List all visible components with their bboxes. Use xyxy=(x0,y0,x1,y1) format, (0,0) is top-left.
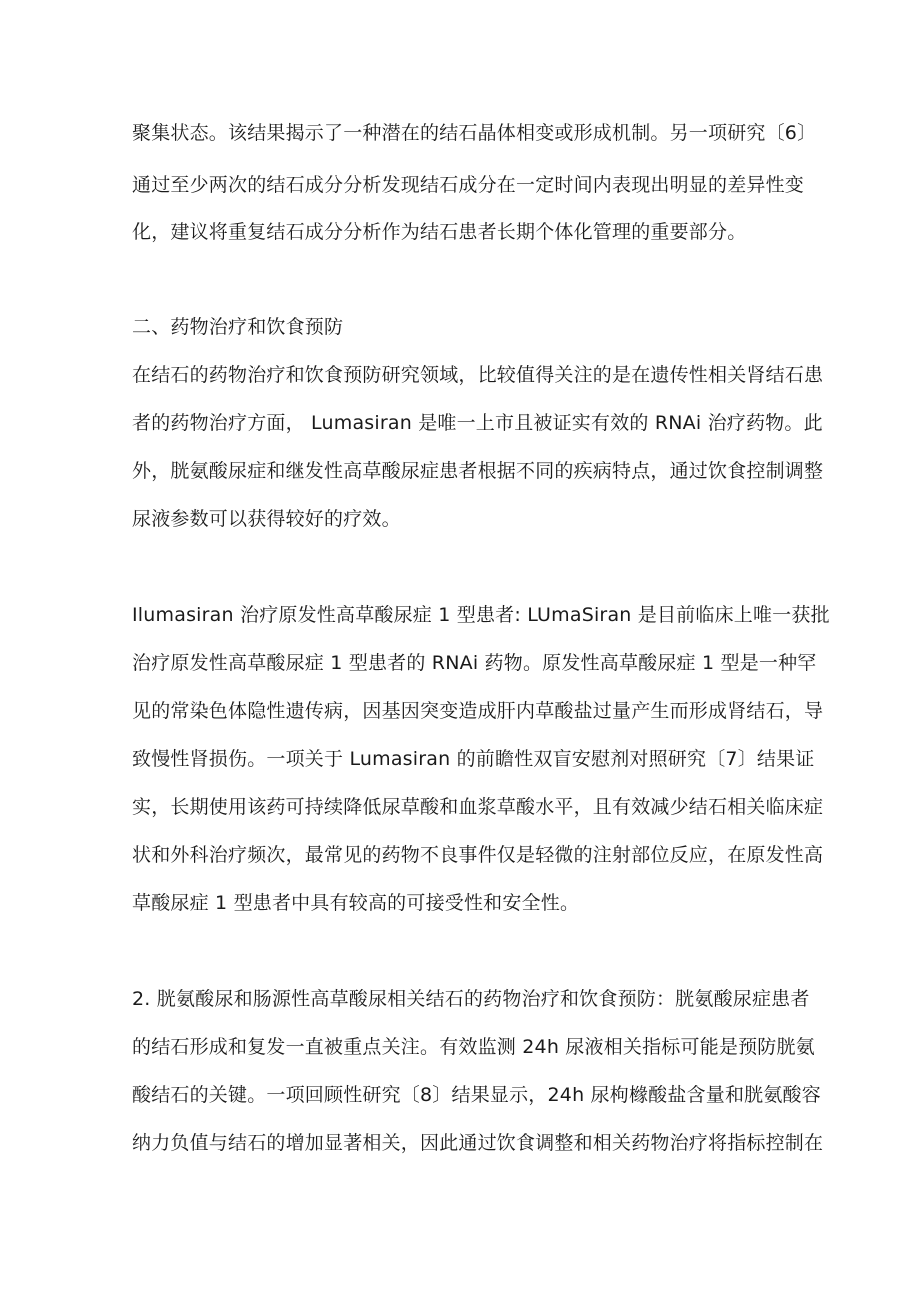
paragraph-1-line-3: 化，建议将重复结石成分分析作为结石患者长期个体化管理的重要部分。 xyxy=(132,221,747,243)
paragraph-2-line-4: 尿液参数可以获得较好的疗效。 xyxy=(132,508,401,530)
paragraph-2-line-1: 在结石的药物治疗和饮食预防研究领域，比较值得关注的是在遗传性相关肾结石患 xyxy=(132,364,824,386)
paragraph-3-line-1: Ilumasiran 治疗原发性高草酸尿症 1 型患者: LUmaSiran 是目前临床上唯一获批 xyxy=(132,604,830,626)
paragraph-3-line-2: 治疗原发性高草酸尿症 1 型患者的 RNAi 药物。原发性高草酸尿症 1 型是一种罕 xyxy=(132,652,817,674)
paragraph-2-line-3: 外，胱氨酸尿症和继发性高草酸尿症患者根据不同的疾病特点，通过饮食控制调整 xyxy=(132,460,824,482)
paragraph-4-line-3: 酸结石的关键。一项回顾性研究〔8〕结果显示，24h 尿枸橼酸盐含量和胱氨酸容 xyxy=(132,1084,821,1106)
paragraph-1-line-1: 聚集状态。该结果揭示了一种潜在的结石晶体相变或形成机制。另一项研究〔6〕 xyxy=(132,122,817,144)
paragraph-3-line-3: 见的常染色体隐性遗传病，因基因突变造成肝内草酸盐过量产生而形成肾结石，导 xyxy=(132,700,824,722)
section-heading: 二、药物治疗和饮食预防 xyxy=(132,316,344,338)
paragraph-1-line-2: 通过至少两次的结石成分分析发现结石成分在一定时间内表现出明显的差异性变 xyxy=(132,174,805,196)
paragraph-3-line-7: 草酸尿症 1 型患者中具有较高的可接受性和安全性。 xyxy=(132,892,580,914)
paragraph-3-line-5: 实，长期使用该药可持续降低尿草酸和血浆草酸水平，且有效减少结石相关临床症 xyxy=(132,796,824,818)
paragraph-3-line-6: 状和外科治疗频次，最常见的药物不良事件仅是轻微的注射部位反应，在原发性高 xyxy=(132,844,824,866)
paragraph-4-line-4: 纳力负值与结石的增加显著相关，因此通过饮食调整和相关药物治疗将指标控制在 xyxy=(132,1132,824,1154)
paragraph-3-line-4: 致慢性肾损伤。一项关于 Lumasiran 的前瞻性双盲安慰剂对照研究〔7〕结果证 xyxy=(132,748,815,770)
paragraph-2-line-2: 者的药物治疗方面， Lumasiran 是唯一上市且被证实有效的 RNAi 治疗药物。此 xyxy=(132,412,823,434)
paragraph-4-line-1: 2. 胱氨酸尿和肠源性高草酸尿相关结石的药物治疗和饮食预防：胱氨酸尿症患者 xyxy=(132,988,810,1010)
paragraph-4-line-2: 的结石形成和复发一直被重点关注。有效监测 24h 尿液相关指标可能是预防胱氨 xyxy=(132,1036,815,1058)
